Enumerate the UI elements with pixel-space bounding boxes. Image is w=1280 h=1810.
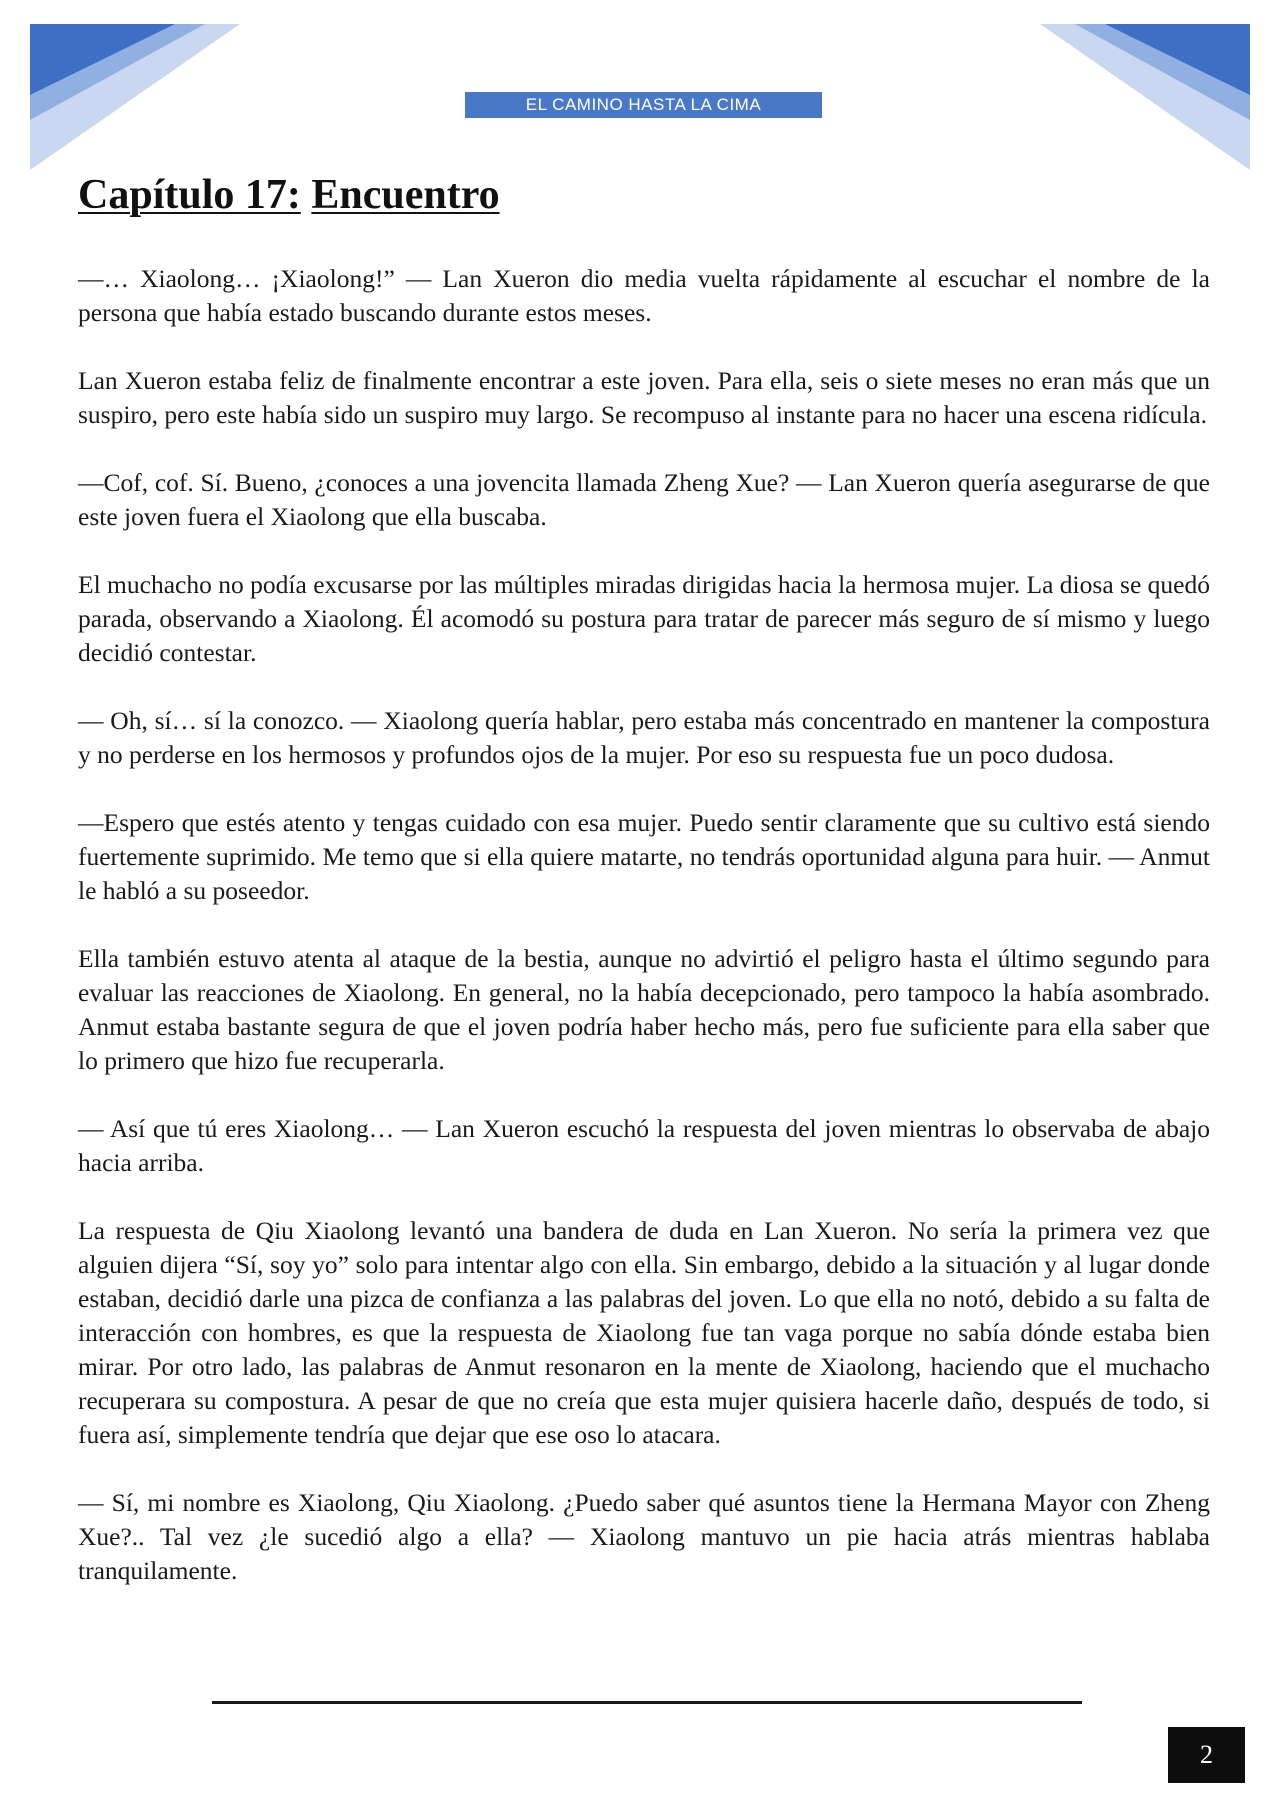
paragraph: La respuesta de Qiu Xiaolong levantó una bandera de duda en Lan Xueron. No sería la primera vez que alguien dijera “Sí, soy yo” solo para intentar algo con ella. Sin embargo, debido a la situación y al lugar donde estaban, decidió darle una pizca de confianza a las palabras del joven. Lo que ella no notó, debido a su falta de interacción con hombres, es que la respuesta de Xiaolong fue tan vaga porque no sabía dónde estaba bien mirar. Por otro lado, las palabras de Anmut resonaron en la mente de Xiaolong, haciendo que el muchacho recuperara su compostura. A pesar de que no creía que esta mujer quisiera hacerle daño, después de todo, si fuera así, simplemente tendría que dejar que ese oso lo atacara. [78, 1216, 1210, 1449]
paragraph: —… Xiaolong… ¡Xiaolong!” — Lan Xueron dio media vuelta rápidamente al escuchar el nombre de la persona que había estado buscando durante estos meses. [78, 264, 1210, 327]
corner-decoration-right [1040, 0, 1280, 180]
chapter-label: Capítulo 17: [78, 172, 301, 218]
paragraph: —Cof, cof. Sí. Bueno, ¿conoces a una jovencita llamada Zheng Xue? — Lan Xueron quería asegurarse de que este joven fuera el Xiaolong que ella buscaba. [78, 468, 1210, 531]
page-number: 2 [1168, 1727, 1245, 1783]
footer-divider [212, 1701, 1082, 1704]
paragraph: — Así que tú eres Xiaolong… — Lan Xueron escuchó la respuesta del joven mientras lo observaba de abajo hacia arriba. [78, 1114, 1210, 1177]
chapter-title [78, 170, 500, 220]
paragraph: —Espero que estés atento y tengas cuidado con esa mujer. Puedo sentir claramente que su cultivo está siendo fuertemente suprimido. Me temo que si ella quiere matarte, no tendrás oportunidad alguna para huir. — Anmut le habló a su poseedor. [78, 808, 1210, 905]
paragraph: — Sí, mi nombre es Xiaolong, Qiu Xiaolong. ¿Puedo saber qué asuntos tiene la Hermana Mayor con Zheng Xue?.. Tal vez ¿le sucedió algo a ella? — Xiaolong mantuvo un pie hacia atrás mientras hablaba tranquilamente. [78, 1488, 1210, 1585]
chapter-name: Encuentro [311, 172, 500, 218]
paragraph: El muchacho no podía excusarse por las múltiples miradas dirigidas hacia la hermosa mujer. La diosa se quedó parada, observando a Xiaolong. Él acomodó su postura para tratar de parecer más seguro de sí mismo y luego decidió contestar. [78, 570, 1210, 667]
chapter-body [78, 262, 1210, 1622]
paragraph: Lan Xueron estaba feliz de finalmente encontrar a este joven. Para ella, seis o siete meses no eran más que un suspiro, pero este había sido un suspiro muy largo. Se recompuso al instante para no hacer una escena ridícula. [78, 366, 1210, 429]
corner-decoration-left [0, 0, 240, 180]
paragraph: Ella también estuvo atenta al ataque de la bestia, aunque no advirtió el peligro hasta el último segundo para evaluar las reacciones de Xiaolong. En general, no la había decepcionado, pero tampoco la había asombrado. Anmut estaba bastante segura de que el joven podría haber hecho más, pero fue suficiente para ella saber que lo primero que hizo fue recuperarla. [78, 944, 1210, 1075]
paragraph: — Oh, sí… sí la conozco. — Xiaolong quería hablar, pero estaba más concentrado en mantener la compostura y no perderse en los hermosos y profundos ojos de la mujer. Por eso su respuesta fue un poco dudosa. [78, 706, 1210, 769]
running-header: EL CAMINO HASTA LA CIMA [465, 92, 822, 118]
